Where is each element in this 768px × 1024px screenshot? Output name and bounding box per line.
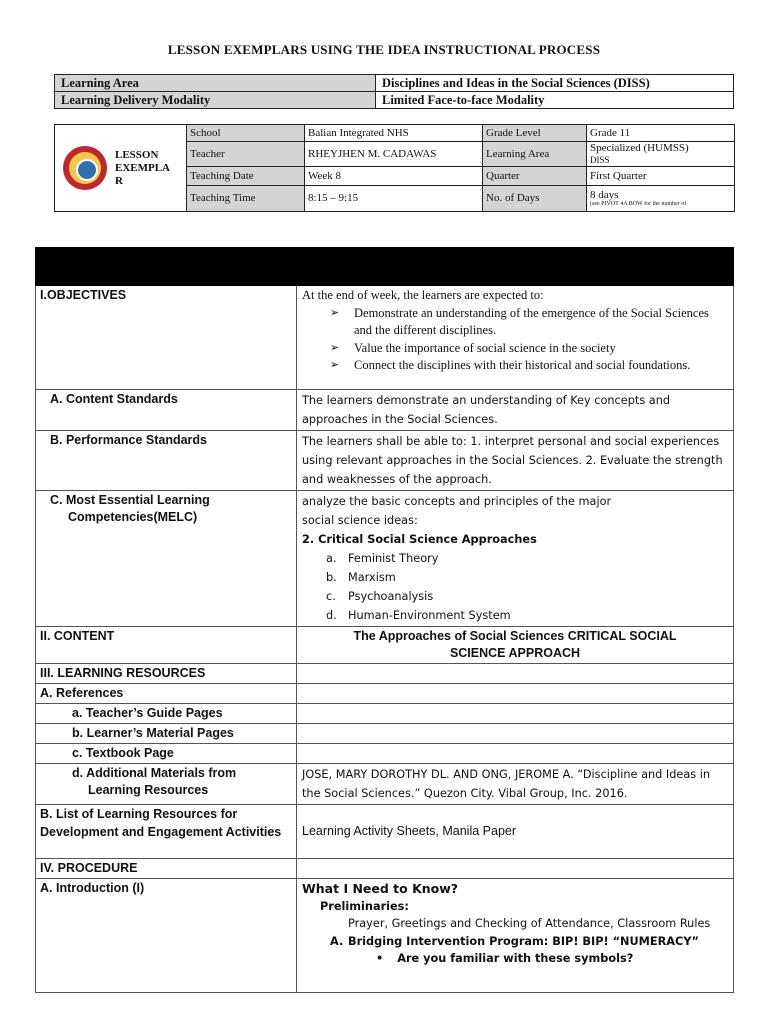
melc-item: c. Psychoanalysis [326,590,434,603]
teacher-label: Teacher [187,142,305,167]
header-table-area [54,74,734,109]
content-text: The Approaches of Social Sciences CRITICAL SOCIAL SCIENCE APPROACH [297,627,734,664]
additional-materials-value: JOSE, MARY DOROTHY DL. AND ONG, JEROME A. “Discipline and Ideas in the Social Sciences.” Quezon City. Vibal Group, Inc. 2016. [297,764,734,805]
logo-text: LESSON EXEMPLA R [115,148,170,187]
area-label: Learning Area [483,142,587,167]
logo-cell [55,125,187,212]
resource-list-row [36,805,734,859]
objective-item: ➢ Demonstrate an understanding of the emergence of the Social Sciences and the different disciplines. [330,305,728,340]
learners-material-row [36,724,734,744]
procedure-label: IV. PROCEDURE [36,859,297,879]
learners-material-label: b. Learner’s Material Pages [36,724,297,744]
melc-list [302,549,728,625]
preliminaries-text: Prayer, Greetings and Checking of Attendance, Classroom Rules [348,917,711,930]
header-table-details [54,124,735,212]
content-standards-label: A. Content Standards [36,390,297,431]
melc-line1: analyze the basic concepts and principles of the major [302,495,612,508]
objective-item: ➢ Connect the disciplines with their historical and social foundations. [330,357,728,375]
content-standards-text: The learners demonstrate an understanding of Key concepts and approaches in the Social Sciences. [297,390,734,431]
preliminaries-heading: Preliminaries: [320,899,409,913]
content-label: II. CONTENT [36,627,297,664]
performance-standards-row [36,431,734,491]
additional-materials-label [36,764,297,805]
textbook-label: c. Textbook Page [36,744,297,764]
modality-value: Limited Face-to-face Modality [376,92,734,109]
time-value: 8:15 – 9:15 [305,185,483,211]
teacher-value: RHEYJHEN M. CADAWAS [305,142,483,167]
melc-label [36,491,297,627]
procedure-row [36,859,734,879]
days-value [587,185,735,211]
melc-item: d. Human-Environment System [326,609,511,622]
area-value-line2: DISS [590,155,610,166]
resource-list-value: Learning Activity Sheets, Manila Paper [297,805,734,859]
references-row [36,684,734,704]
performance-standards-label: B. Performance Standards [36,431,297,491]
grade-label: Grade Level [483,125,587,142]
date-value: Week 8 [305,167,483,185]
lesson-table-header [36,248,734,286]
learning-area-label: Learning Area [55,75,376,92]
resources-label: III. LEARNING RESOURCES [36,664,297,684]
area-value [587,142,735,167]
teachers-guide-row [36,704,734,724]
grade-value: Grade 11 [587,125,735,142]
modality-label: Learning Delivery Modality [55,92,376,109]
additional-materials-row [36,764,734,805]
quarter-label: Quarter [483,167,587,185]
resources-row [36,664,734,684]
melc-row [36,491,734,627]
melc-line2: social science ideas: [302,514,418,527]
melc-heading: 2. Critical Social Science Approaches [302,533,537,546]
time-label: Teaching Time [187,185,305,211]
melc-item: b. Marxism [326,571,396,584]
textbook-row [36,744,734,764]
date-label: Teaching Date [187,167,305,185]
quarter-value: First Quarter [587,167,735,185]
objective-item: ➢ Value the importance of social science in the society [330,340,728,358]
teachers-guide-label: a. Teacher’s Guide Pages [36,704,297,724]
school-label: School [187,125,305,142]
lesson-table [35,247,734,993]
content-standards-row [36,390,734,431]
area-value-line1: Specialized (HUMSS) [590,142,689,155]
additional-materials-line1: d. Additional Materials from [72,766,237,780]
introduction-row [36,879,734,993]
references-label: A. References [36,684,297,704]
introduction-label: A. Introduction (I) [36,879,297,993]
resource-list-label: B. List of Learning Resources for Development and Engagement Activities [36,805,297,859]
school-seal-icon [63,146,107,190]
objectives-row [36,286,734,390]
learning-area-value: Disciplines and Ideas in the Social Sciences (DISS) [376,75,734,92]
objectives-list [302,305,728,375]
melc-item: a. Feminist Theory [326,552,439,565]
symbols-question: • Are you familiar with these symbols? [302,950,728,968]
document-title: LESSON EXEMPLARS USING THE IDEA INSTRUCTIONAL PROCESS [167,42,601,57]
days-value-text: 8 days [590,189,619,202]
additional-materials-line2: Learning Resources [88,783,209,797]
bridging-program: A. Bridging Intervention Program: BIP! BIP! “NUMERACY” [330,934,699,948]
days-note: (see PIVOT 4A BOW for the number of [590,201,687,208]
performance-standards-text: The learners shall be able to: 1. interpret personal and social experiences using relevant approaches in the Social Sciences. 2. Evaluate the strength and weaknesses of the approach. [297,431,734,491]
objectives-label: I.OBJECTIVES [36,286,297,390]
what-i-need-heading: What I Need to Know? [302,881,459,896]
days-label: No. of Days [483,185,587,211]
objectives-intro: At the end of week, the learners are expected to: [302,288,544,302]
melc-label-line2: Competencies(MELC) [68,510,198,524]
content-row [36,627,734,664]
school-value: Balian Integrated NHS [305,125,483,142]
melc-label-line1: C. Most Essential Learning [50,493,210,507]
